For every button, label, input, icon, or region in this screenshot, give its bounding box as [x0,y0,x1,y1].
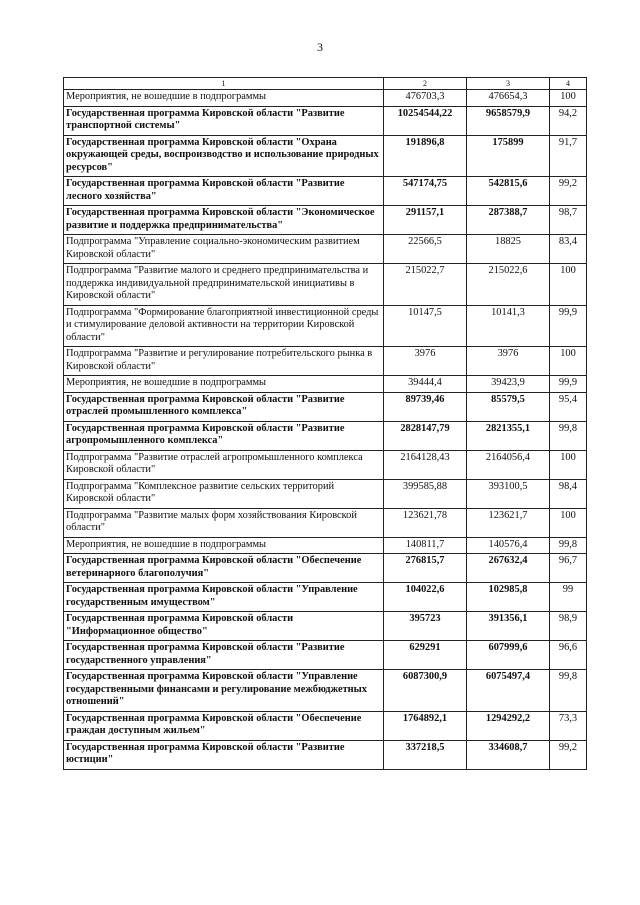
row-percent-cell: 100 [550,90,587,107]
row-exec-cell: 391356,1 [467,612,550,641]
row-plan-cell: 276815,7 [384,554,467,583]
table-row [64,479,587,508]
row-name-cell: Государственная программа Кировской области "Развитие агропромышленного комплекса" [64,421,384,450]
row-name-cell: Государственная программа Кировской области "Обеспечение ветеринарного благополучия" [64,554,384,583]
row-plan-cell: 1764892,1 [384,711,467,740]
row-percent-cell: 99,2 [550,740,587,769]
row-plan-cell: 140811,7 [384,537,467,554]
table-row [64,376,587,393]
row-percent-cell: 96,7 [550,554,587,583]
row-name-cell: Государственная программа Кировской области "Обеспечение граждан доступным жильем" [64,711,384,740]
row-plan-cell: 291157,1 [384,206,467,235]
row-exec-cell: 542815,6 [467,177,550,206]
row-name-cell: Государственная программа Кировской области "Информационное общество" [64,612,384,641]
table-row [64,537,587,554]
column-header-1: 1 [64,78,384,90]
table-row [64,740,587,769]
row-plan-cell: 547174,75 [384,177,467,206]
row-name-cell: Подпрограмма "Формирование благоприятной инвестиционной среды и стимулирование деловой активности на территории Кировской области" [64,305,384,347]
row-exec-cell: 267632,4 [467,554,550,583]
row-plan-cell: 2828147,79 [384,421,467,450]
row-percent-cell: 94,2 [550,106,587,135]
row-name-cell: Государственная программа Кировской области "Охрана окружающей среды, воспроизводство и использование природных ресурсов" [64,135,384,177]
row-exec-cell: 140576,4 [467,537,550,554]
row-exec-cell: 18825 [467,235,550,264]
row-percent-cell: 91,7 [550,135,587,177]
row-name-cell: Государственная программа Кировской области "Управление государственными финансами и регулирование межбюджетных отношений" [64,670,384,712]
row-plan-cell: 10254544,22 [384,106,467,135]
row-percent-cell: 100 [550,508,587,537]
table-row [64,508,587,537]
row-exec-cell: 3976 [467,347,550,376]
table-row [64,347,587,376]
row-percent-cell: 98,4 [550,479,587,508]
row-name-cell: Государственная программа Кировской области "Развитие транспортной системы" [64,106,384,135]
row-plan-cell: 215022,7 [384,264,467,306]
table-row [64,554,587,583]
row-percent-cell: 99,2 [550,177,587,206]
row-exec-cell: 393100,5 [467,479,550,508]
row-percent-cell: 98,7 [550,206,587,235]
row-percent-cell: 100 [550,450,587,479]
row-plan-cell: 476703,3 [384,90,467,107]
row-percent-cell: 100 [550,264,587,306]
column-header-3: 3 [467,78,550,90]
table-row [64,264,587,306]
row-exec-cell: 334608,7 [467,740,550,769]
row-exec-cell: 175899 [467,135,550,177]
row-plan-cell: 337218,5 [384,740,467,769]
row-plan-cell: 395723 [384,612,467,641]
row-exec-cell: 215022,6 [467,264,550,306]
row-name-cell: Государственная программа Кировской области "Развитие юстиции" [64,740,384,769]
row-name-cell: Подпрограмма "Развитие малого и среднего предпринимательства и поддержка индивидуальной предпринимательской инициативы в Кировской области" [64,264,384,306]
row-name-cell: Мероприятия, не вошедшие в подпрограммы [64,537,384,554]
table-row [64,670,587,712]
row-name-cell: Мероприятия, не вошедшие в подпрограммы [64,90,384,107]
table-row [64,90,587,107]
table-row [64,135,587,177]
table-row [64,106,587,135]
row-percent-cell: 96,6 [550,641,587,670]
row-plan-cell: 22566,5 [384,235,467,264]
row-name-cell: Подпрограмма "Управление социально-экономическим развитием Кировской области" [64,235,384,264]
row-exec-cell: 1294292,2 [467,711,550,740]
row-percent-cell: 99,8 [550,421,587,450]
row-percent-cell: 73,3 [550,711,587,740]
row-plan-cell: 3976 [384,347,467,376]
row-exec-cell: 287388,7 [467,206,550,235]
table-row [64,235,587,264]
table-row [64,641,587,670]
row-name-cell: Государственная программа Кировской области "Управление государственным имуществом" [64,583,384,612]
row-plan-cell: 6087300,9 [384,670,467,712]
row-name-cell: Государственная программа Кировской области "Развитие лесного хозяйства" [64,177,384,206]
row-plan-cell: 191896,8 [384,135,467,177]
row-plan-cell: 629291 [384,641,467,670]
row-exec-cell: 2821355,1 [467,421,550,450]
row-exec-cell: 102985,8 [467,583,550,612]
row-plan-cell: 89739,46 [384,392,467,421]
row-name-cell: Подпрограмма "Развитие отраслей агропромышленного комплекса Кировской области" [64,450,384,479]
row-exec-cell: 39423,9 [467,376,550,393]
row-name-cell: Государственная программа Кировской области "Экономическое развитие и поддержка предпринимательства" [64,206,384,235]
row-plan-cell: 399585,88 [384,479,467,508]
row-percent-cell: 99,8 [550,670,587,712]
table-row [64,450,587,479]
table-row [64,206,587,235]
row-exec-cell: 10141,3 [467,305,550,347]
table-row [64,711,587,740]
row-percent-cell: 99,8 [550,537,587,554]
row-percent-cell: 99,9 [550,376,587,393]
row-percent-cell: 95,4 [550,392,587,421]
table-row [64,392,587,421]
table-row [64,177,587,206]
row-percent-cell: 99 [550,583,587,612]
table-row [64,305,587,347]
column-header-4: 4 [550,78,587,90]
row-percent-cell: 98,9 [550,612,587,641]
column-number-row [64,78,587,90]
column-header-2: 2 [384,78,467,90]
table-row [64,421,587,450]
row-plan-cell: 123621,78 [384,508,467,537]
row-plan-cell: 39444,4 [384,376,467,393]
row-name-cell: Государственная программа Кировской области "Развитие государственного управления" [64,641,384,670]
page-number: 3 [317,40,323,54]
row-percent-cell: 100 [550,347,587,376]
budget-execution-table [63,77,587,770]
row-name-cell: Государственная программа Кировской области "Развитие отраслей промышленного комплекса" [64,392,384,421]
row-name-cell: Подпрограмма "Развитие малых форм хозяйствования Кировской области" [64,508,384,537]
row-name-cell: Мероприятия, не вошедшие в подпрограммы [64,376,384,393]
table-row [64,612,587,641]
table-row [64,583,587,612]
row-exec-cell: 85579,5 [467,392,550,421]
row-percent-cell: 99,9 [550,305,587,347]
table-body [64,90,587,770]
row-exec-cell: 123621,7 [467,508,550,537]
row-exec-cell: 9658579,9 [467,106,550,135]
row-exec-cell: 607999,6 [467,641,550,670]
row-exec-cell: 6075497,4 [467,670,550,712]
row-exec-cell: 2164056,4 [467,450,550,479]
row-plan-cell: 2164128,43 [384,450,467,479]
row-exec-cell: 476654,3 [467,90,550,107]
row-plan-cell: 104022,6 [384,583,467,612]
row-name-cell: Подпрограмма "Развитие и регулирование потребительского рынка в Кировской области" [64,347,384,376]
row-name-cell: Подпрограмма "Комплексное развитие сельских территорий Кировской области" [64,479,384,508]
row-plan-cell: 10147,5 [384,305,467,347]
row-percent-cell: 83,4 [550,235,587,264]
